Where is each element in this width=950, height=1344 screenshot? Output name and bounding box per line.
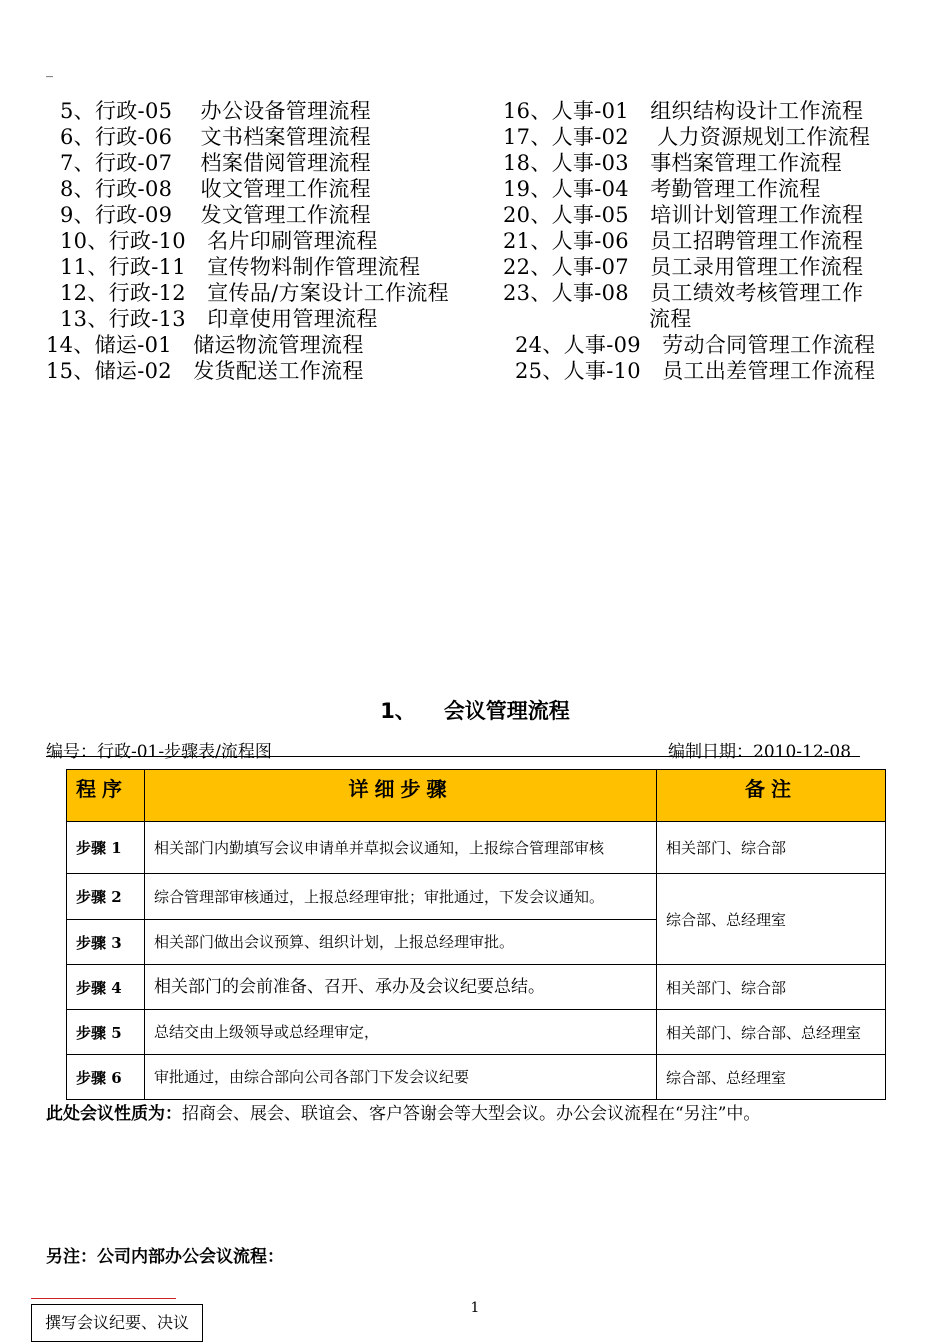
- toc-left-item: 12、行政-12 宣传品/方案设计工作流程: [60, 281, 449, 305]
- toc-right-item: 25、人事-10 员工出差管理工作流程: [515, 359, 876, 383]
- toc-left-item: 6、行政-06 文书档案管理流程: [60, 125, 371, 149]
- step-number: 步骤 3: [67, 920, 145, 965]
- header-detail: 详细步骤: [145, 770, 657, 822]
- toc-left-item: 8、行政-08 收文管理工作流程: [60, 177, 371, 201]
- toc-right-item: 16、人事-01 组织结构设计工作流程: [503, 99, 864, 123]
- toc-left-item: 15、储运-02 发货配送工作流程: [46, 359, 364, 383]
- note-label: 此处会议性质为：: [46, 1104, 182, 1124]
- toc-left-item: 9、行政-09 发文管理工作流程: [60, 203, 371, 227]
- note-text: 招商会、展会、联谊会、客户答谢会等大型会议。办公会议流程在“另注”中。: [182, 1104, 761, 1124]
- header-remark: 备注: [657, 770, 886, 822]
- toc-right-item: 21、人事-06 员工招聘管理工作流程: [503, 229, 864, 253]
- toc-right-item: 23、人事-08 员工绩效考核管理工作: [503, 281, 864, 305]
- header-procedure: 程序: [67, 770, 145, 822]
- table-row: [67, 1010, 886, 1055]
- step-remark: 相关部门、综合部: [657, 822, 886, 874]
- section-title: [0, 695, 950, 725]
- step-remark: 综合部、总经理室: [657, 1055, 886, 1100]
- step-detail: 综合管理部审核通过，上报总经理审批；审批通过，下发会议通知。: [145, 874, 657, 920]
- toc-right-item: 20、人事-05 培训计划管理工作流程: [503, 203, 864, 227]
- flowchart-box: 撰写会议纪要、决议: [31, 1304, 203, 1342]
- meeting-nature-note: [46, 1099, 760, 1124]
- step-remark: 相关部门、综合部: [657, 965, 886, 1010]
- toc-right-item: 24、人事-09 劳动合同管理工作流程: [515, 333, 876, 357]
- top-mark: _: [46, 62, 53, 78]
- step-number: 步骤 1: [67, 822, 145, 874]
- table-row: [67, 965, 886, 1010]
- flowchart-connector: [31, 1298, 176, 1299]
- toc-right-item: 流程: [649, 307, 692, 331]
- steps-table: [66, 769, 886, 1100]
- step-number: 步骤 6: [67, 1055, 145, 1100]
- step-detail: 相关部门做出会议预算、组织计划，上报总经理审批。: [145, 920, 657, 965]
- step-detail: 总结交由上级领导或总经理审定，: [145, 1010, 657, 1055]
- toc-left-item: 14、储运-01 储运物流管理流程: [46, 333, 364, 357]
- step-number: 步骤 4: [67, 965, 145, 1010]
- toc-left-item: 10、行政-10 名片印刷管理流程: [60, 229, 378, 253]
- toc-left-item: 5、行政-05 办公设备管理流程: [60, 99, 371, 123]
- step-remark: 综合部、总经理室: [657, 874, 886, 965]
- internal-meeting-note: 另注：公司内部办公会议流程：: [46, 1247, 284, 1267]
- document-code: 编号：行政-01-步骤表/流程图: [46, 742, 272, 762]
- toc-right-item: 17、人事-02 人力资源规划工作流程: [503, 125, 871, 149]
- page-number: 1: [470, 1300, 480, 1316]
- step-detail: 相关部门的会前准备、召开、承办及会议纪要总结。: [145, 965, 657, 1010]
- toc-left-item: 11、行政-11 宣传物料制作管理流程: [60, 255, 421, 279]
- table-header-row: [67, 770, 886, 822]
- section-number: 1、: [380, 699, 416, 723]
- step-number: 步骤 5: [67, 1010, 145, 1055]
- step-detail: 相关部门内勤填写会议申请单并草拟会议通知，上报综合管理部审核: [145, 822, 657, 874]
- document-date: 编制日期：2010-12-08: [668, 742, 852, 762]
- toc-right-item: 22、人事-07 员工录用管理工作流程: [503, 255, 864, 279]
- table-row: [67, 874, 886, 920]
- table-row: [67, 822, 886, 874]
- section-title-text: 会议管理流程: [443, 699, 570, 723]
- toc-left-item: 13、行政-13 印章使用管理流程: [60, 307, 378, 331]
- step-remark: 相关部门、综合部、总经理室: [657, 1010, 886, 1055]
- step-number: 步骤 2: [67, 874, 145, 920]
- toc-left-item: 7、行政-07 档案借阅管理流程: [60, 151, 371, 175]
- meta-underline: [46, 756, 860, 757]
- toc-right-item: 19、人事-04 考勤管理工作流程: [503, 177, 821, 201]
- table-row: [67, 1055, 886, 1100]
- toc-right-item: 18、人事-03 事档案管理工作流程: [503, 151, 842, 175]
- step-detail: 审批通过，由综合部向公司各部门下发会议纪要: [145, 1055, 657, 1100]
